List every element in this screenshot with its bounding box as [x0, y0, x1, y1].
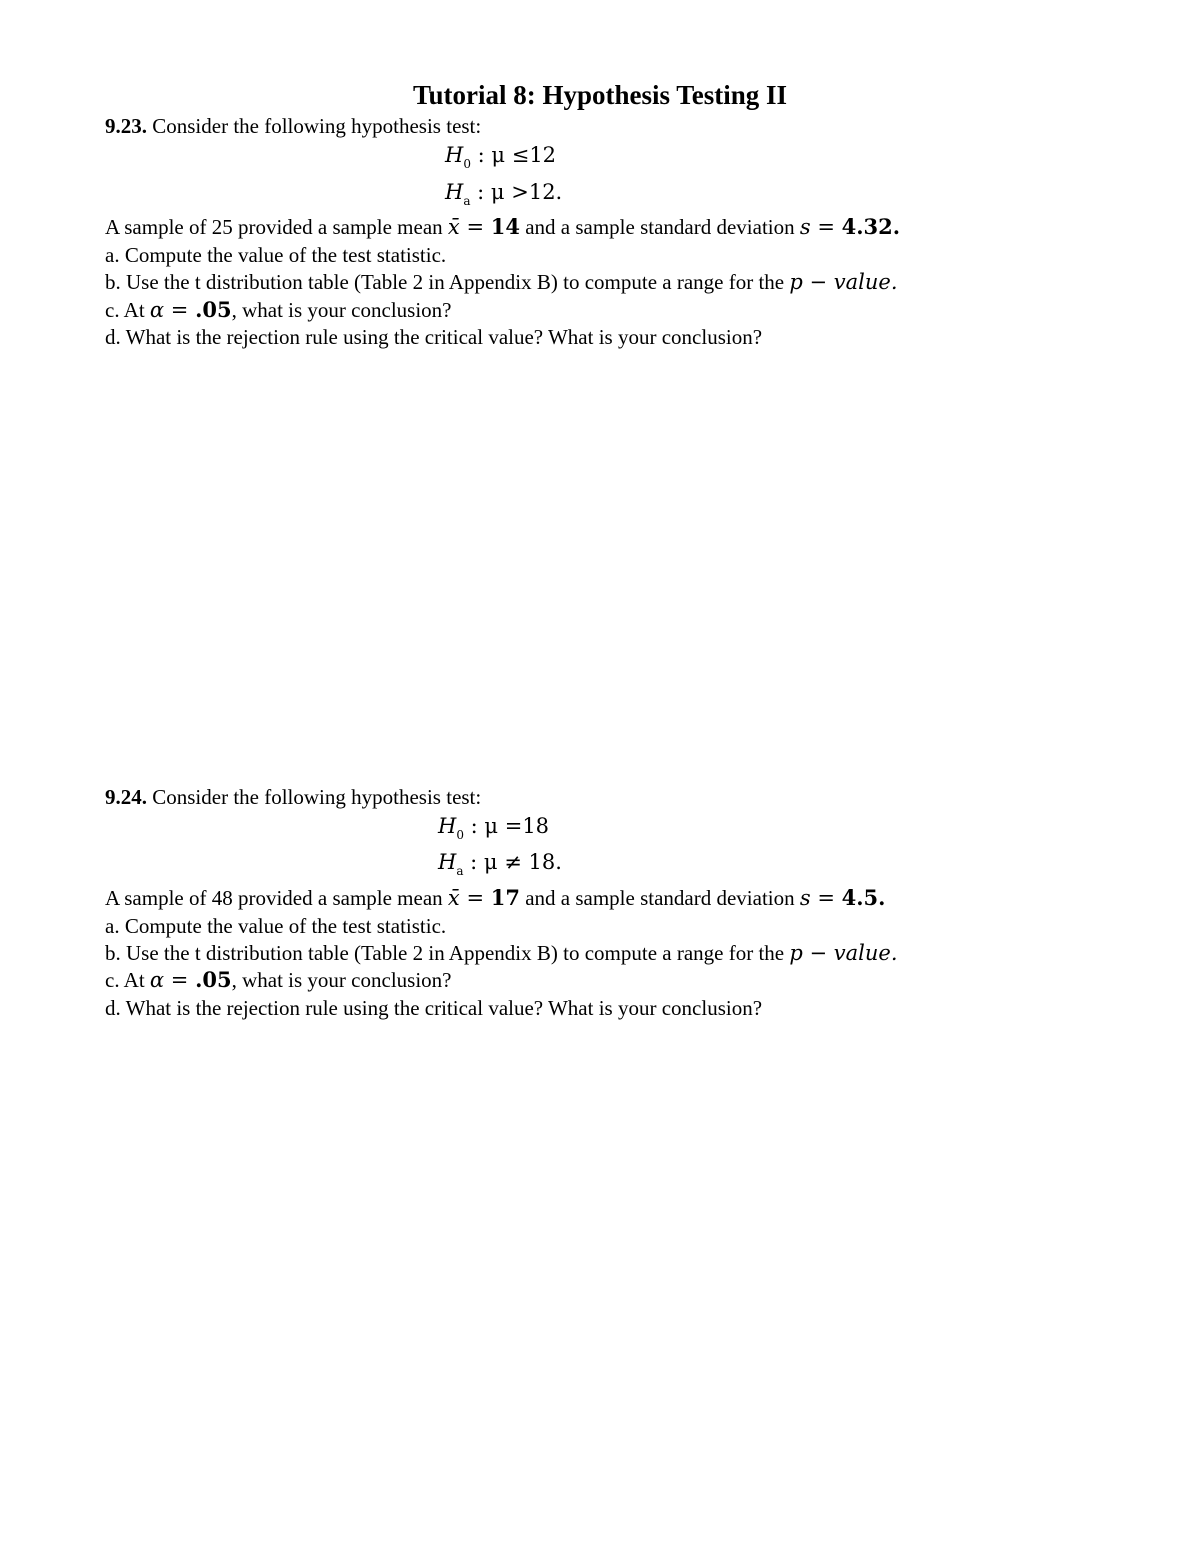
h-sub: a [463, 194, 471, 208]
sample-line [105, 885, 885, 911]
alpha-value: .05 [195, 297, 232, 322]
question-b [105, 269, 898, 295]
sample-text: A sample of 25 provided a sample mean [105, 215, 448, 239]
equals-sign: = [164, 298, 196, 322]
question-b [105, 940, 898, 966]
xbar-symbol: x̄ [447, 215, 460, 239]
question-c-text: c. At [105, 298, 150, 322]
problem-intro-text: Consider the following hypothesis test: [147, 114, 482, 138]
alt-hypothesis [438, 850, 562, 878]
s-symbol: s [799, 215, 811, 239]
equals-sign: = [810, 215, 842, 239]
question-c [105, 297, 451, 323]
equals-sign: = [459, 886, 491, 910]
question-b-text: b. Use the t distribution table (Table 2 in Appendix B) to compute a range for the [105, 270, 790, 294]
h-rel: : μ >12. [470, 180, 563, 204]
problem-number: 9.23. [105, 114, 147, 138]
equals-sign: = [164, 968, 196, 992]
alt-hypothesis [445, 180, 563, 208]
s-symbol: s [799, 886, 811, 910]
sample-mean-value: 14 [490, 214, 520, 239]
sample-line [105, 214, 900, 240]
equals-sign: = [459, 215, 491, 239]
h-rel: : μ ≤12 [470, 143, 557, 167]
h-sub: a [456, 864, 464, 878]
period: . [878, 885, 886, 910]
sample-sd-value: 4.32 [841, 214, 893, 239]
sample-text: A sample of 48 provided a sample mean [105, 886, 448, 910]
period: . [892, 214, 901, 239]
value-word: value. [833, 941, 898, 965]
question-b-text: b. Use the t distribution table (Table 2 in Appendix B) to compute a range for the [105, 941, 790, 965]
problem-intro-text: Consider the following hypothesis test: [147, 785, 482, 809]
alpha-symbol: α [149, 298, 165, 322]
sample-sd-value: 4.5 [841, 885, 879, 910]
problem-intro [105, 784, 481, 810]
sample-text: and a sample standard deviation [519, 886, 800, 910]
question-d: d. What is the rejection rule using the critical value? What is your conclusion? [105, 996, 763, 1020]
h-var: H [445, 180, 464, 204]
h-sub: 0 [456, 828, 464, 842]
h-rel: : μ =18 [463, 814, 550, 838]
xbar-symbol: x̄ [447, 886, 460, 910]
minus-sign: − [802, 270, 834, 294]
h-var: H [445, 143, 464, 167]
question-a: a. Compute the value of the test statistic. [105, 914, 447, 938]
h-sub: 0 [463, 157, 471, 171]
null-hypothesis [445, 143, 557, 171]
problem-intro [105, 113, 481, 139]
question-c-text: , what is your conclusion? [231, 298, 452, 322]
question-c [105, 967, 451, 993]
alpha-symbol: α [149, 968, 165, 992]
h-var: H [438, 850, 457, 874]
question-a: a. Compute the value of the test statistic. [105, 243, 447, 267]
page-title: Tutorial 8: Hypothesis Testing II [412, 80, 788, 110]
null-hypothesis [438, 814, 550, 842]
minus-sign: − [802, 941, 834, 965]
h-rel: : μ ≠ 18. [463, 850, 562, 874]
question-c-text: , what is your conclusion? [231, 968, 452, 992]
equals-sign: = [810, 886, 842, 910]
sample-text: and a sample standard deviation [519, 215, 800, 239]
sample-mean-value: 17 [490, 885, 520, 910]
question-c-text: c. At [105, 968, 150, 992]
p-symbol: p [789, 941, 803, 965]
alpha-value: .05 [195, 967, 232, 992]
question-d: d. What is the rejection rule using the critical value? What is your conclusion? [105, 325, 763, 349]
value-word: value. [833, 270, 898, 294]
h-var: H [438, 814, 457, 838]
p-symbol: p [789, 270, 803, 294]
problem-number: 9.24. [105, 785, 147, 809]
